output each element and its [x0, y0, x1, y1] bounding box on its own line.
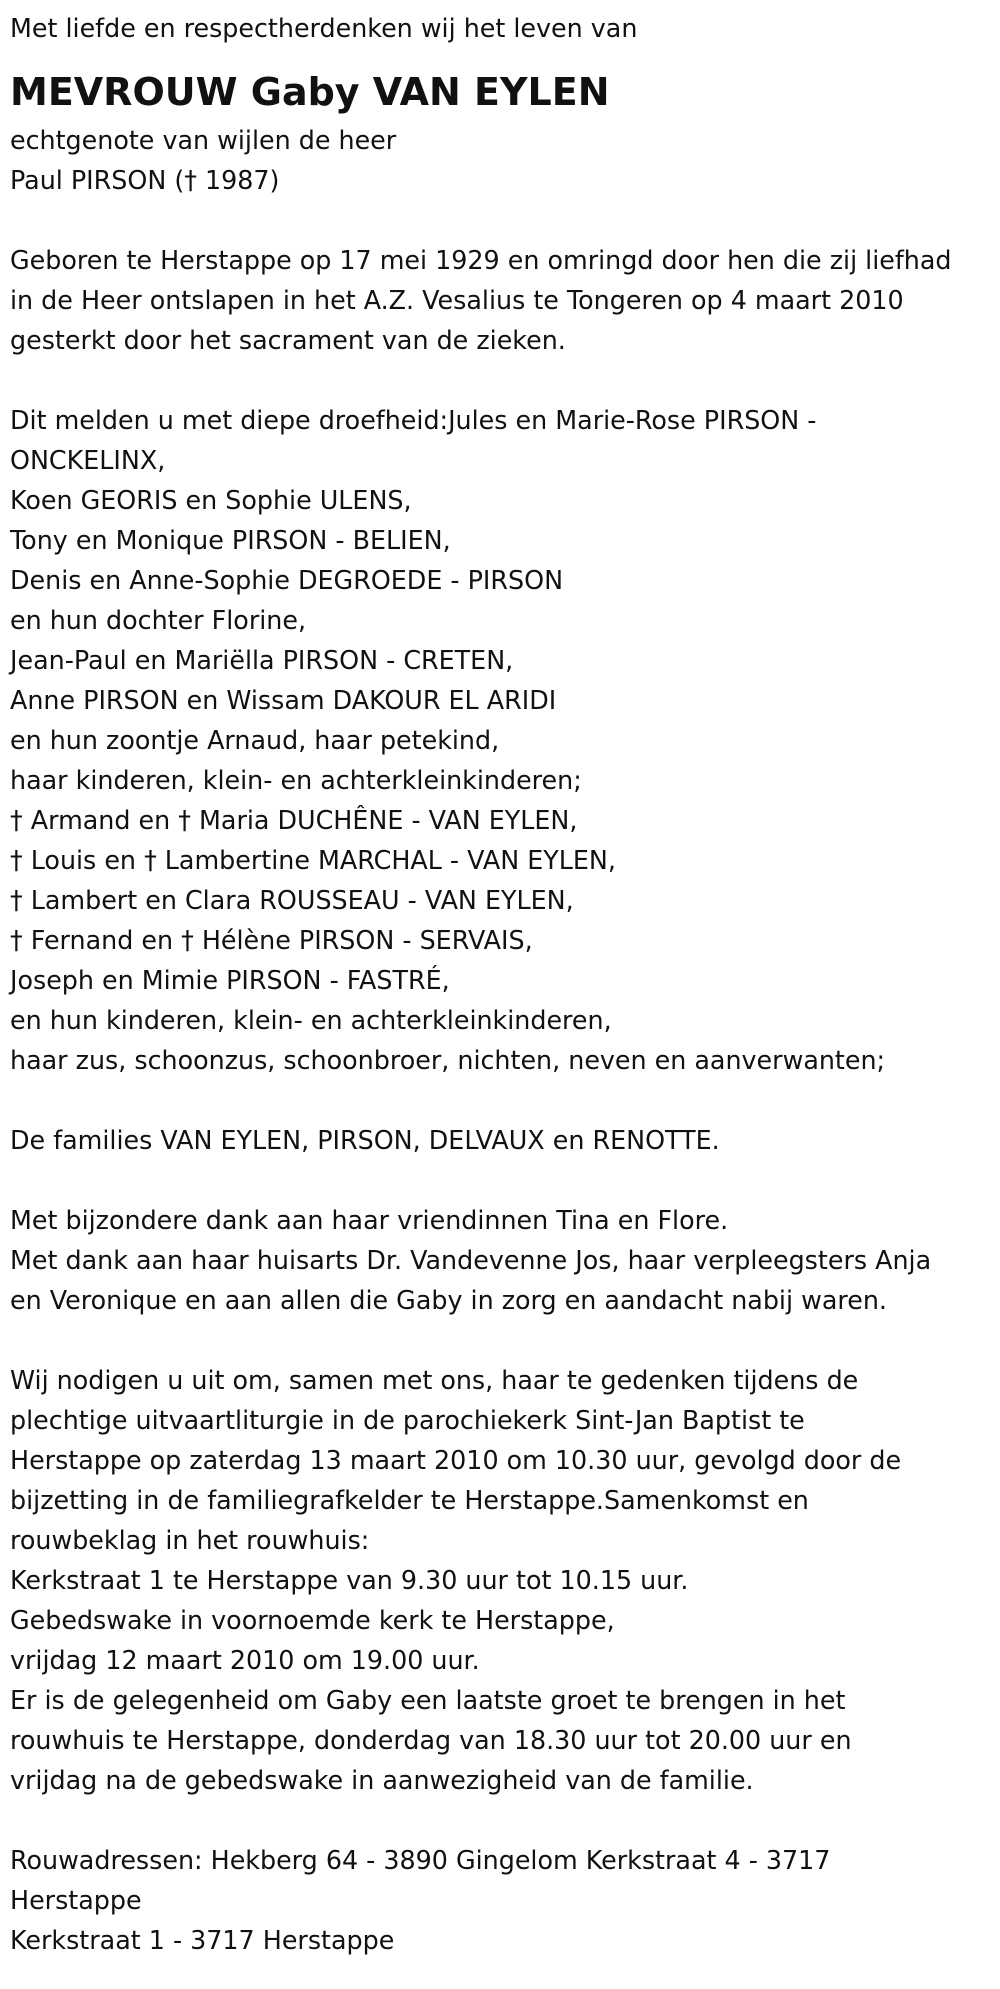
intro-line: Met liefde en respectherdenken wij het leven van — [10, 13, 638, 43]
addresses-section — [10, 1840, 995, 1960]
paragraph-gap — [10, 360, 995, 400]
spouse-section — [10, 120, 995, 200]
thanks-section — [10, 1200, 995, 1320]
paragraph-gap — [10, 200, 995, 240]
paragraph-gap — [10, 1320, 995, 1360]
address-line: Kerkstraat 1 - 3717 Herstappe — [10, 1925, 395, 1955]
deceased-name: MEVROUW Gaby VAN EYLEN — [10, 70, 610, 114]
mourner-line: † Fernand en † Hélène PIRSON - SERVAIS, — [10, 925, 533, 955]
mourner-line: Tony en Monique PIRSON - BELIEN, — [10, 525, 451, 555]
ceremony-line: plechtige uitvaartliturgie in de parochiekerk Sint-Jan Baptist te — [10, 1405, 805, 1435]
spouse-line: echtgenote van wijlen de heer — [10, 125, 397, 155]
mourner-line: Denis en Anne-Sophie DEGROEDE - PIRSON — [10, 565, 564, 595]
mourner-line: en hun kinderen, klein- en achterkleinkinderen, — [10, 1005, 612, 1035]
birth-death-section — [10, 240, 995, 360]
obituary-notice — [10, 8, 995, 1960]
thanks-line: Met bijzondere dank aan haar vriendinnen Tina en Flore. — [10, 1205, 729, 1235]
mourner-line: Anne PIRSON en Wissam DAKOUR EL ARIDI — [10, 685, 557, 715]
ceremony-line: Kerkstraat 1 te Herstappe van 9.30 uur tot 10.15 uur. — [10, 1565, 689, 1595]
address-line: Rouwadressen: Hekberg 64 - 3890 Gingelom Kerkstraat 4 - 3717 — [10, 1845, 831, 1875]
mourner-line: Dit melden u met diepe droefheid:Jules en Marie-Rose PIRSON - — [10, 405, 817, 435]
birth-death-line: in de Heer ontslapen in het A.Z. Vesalius te Tongeren op 4 maart 2010 — [10, 285, 904, 315]
mourner-line: Jean-Paul en Mariëlla PIRSON - CRETEN, — [10, 645, 514, 675]
mourners-section — [10, 400, 995, 1080]
mourner-line: en hun zoontje Arnaud, haar petekind, — [10, 725, 500, 755]
mourner-line: † Louis en † Lambertine MARCHAL - VAN EYLEN, — [10, 845, 616, 875]
mourner-line: haar kinderen, klein- en achterkleinkinderen; — [10, 765, 582, 795]
ceremony-line: rouwhuis te Herstappe, donderdag van 18.30 uur tot 20.00 uur en — [10, 1725, 852, 1755]
paragraph-gap — [10, 1080, 995, 1120]
ceremony-line: Er is de gelegenheid om Gaby een laatste groet te brengen in het — [10, 1685, 846, 1715]
families-section — [10, 1120, 995, 1160]
mourner-line: † Lambert en Clara ROUSSEAU - VAN EYLEN, — [10, 885, 574, 915]
spouse-line: Paul PIRSON († 1987) — [10, 165, 280, 195]
ceremony-line: Gebedswake in voornoemde kerk te Herstappe, — [10, 1605, 615, 1635]
ceremony-line: rouwbeklag in het rouwhuis: — [10, 1525, 370, 1555]
ceremony-line: Wij nodigen u uit om, samen met ons, haar te gedenken tijdens de — [10, 1365, 859, 1395]
mourner-line: Joseph en Mimie PIRSON - FASTRÉ, — [10, 965, 450, 995]
birth-death-line: gesterkt door het sacrament van de zieken. — [10, 325, 566, 355]
thanks-line: en Veronique en aan allen die Gaby in zorg en aandacht nabij waren. — [10, 1285, 887, 1315]
families-line: De families VAN EYLEN, PIRSON, DELVAUX en RENOTTE. — [10, 1125, 720, 1155]
mourner-line: † Armand en † Maria DUCHÊNE - VAN EYLEN, — [10, 805, 578, 835]
birth-death-line: Geboren te Herstappe op 17 mei 1929 en omringd door hen die zij liefhad — [10, 245, 952, 275]
ceremony-line: bijzetting in de familiegrafkelder te Herstappe.Samenkomst en — [10, 1485, 809, 1515]
thanks-line: Met dank aan haar huisarts Dr. Vandevenne Jos, haar verpleegsters Anja — [10, 1245, 932, 1275]
mourner-line: en hun dochter Florine, — [10, 605, 307, 635]
mourner-line: ONCKELINX, — [10, 445, 166, 475]
mourner-line: Koen GEORIS en Sophie ULENS, — [10, 485, 412, 515]
paragraph-gap — [10, 1800, 995, 1840]
ceremony-line: vrijdag na de gebedswake in aanwezigheid van de familie. — [10, 1765, 754, 1795]
ceremony-section — [10, 1360, 995, 1800]
address-line: Herstappe — [10, 1885, 142, 1915]
mourner-line: haar zus, schoonzus, schoonbroer, nichten, neven en aanverwanten; — [10, 1045, 886, 1075]
ceremony-line: Herstappe op zaterdag 13 maart 2010 om 10.30 uur, gevolgd door de — [10, 1445, 902, 1475]
ceremony-line: vrijdag 12 maart 2010 om 19.00 uur. — [10, 1645, 480, 1675]
paragraph-gap — [10, 1160, 995, 1200]
